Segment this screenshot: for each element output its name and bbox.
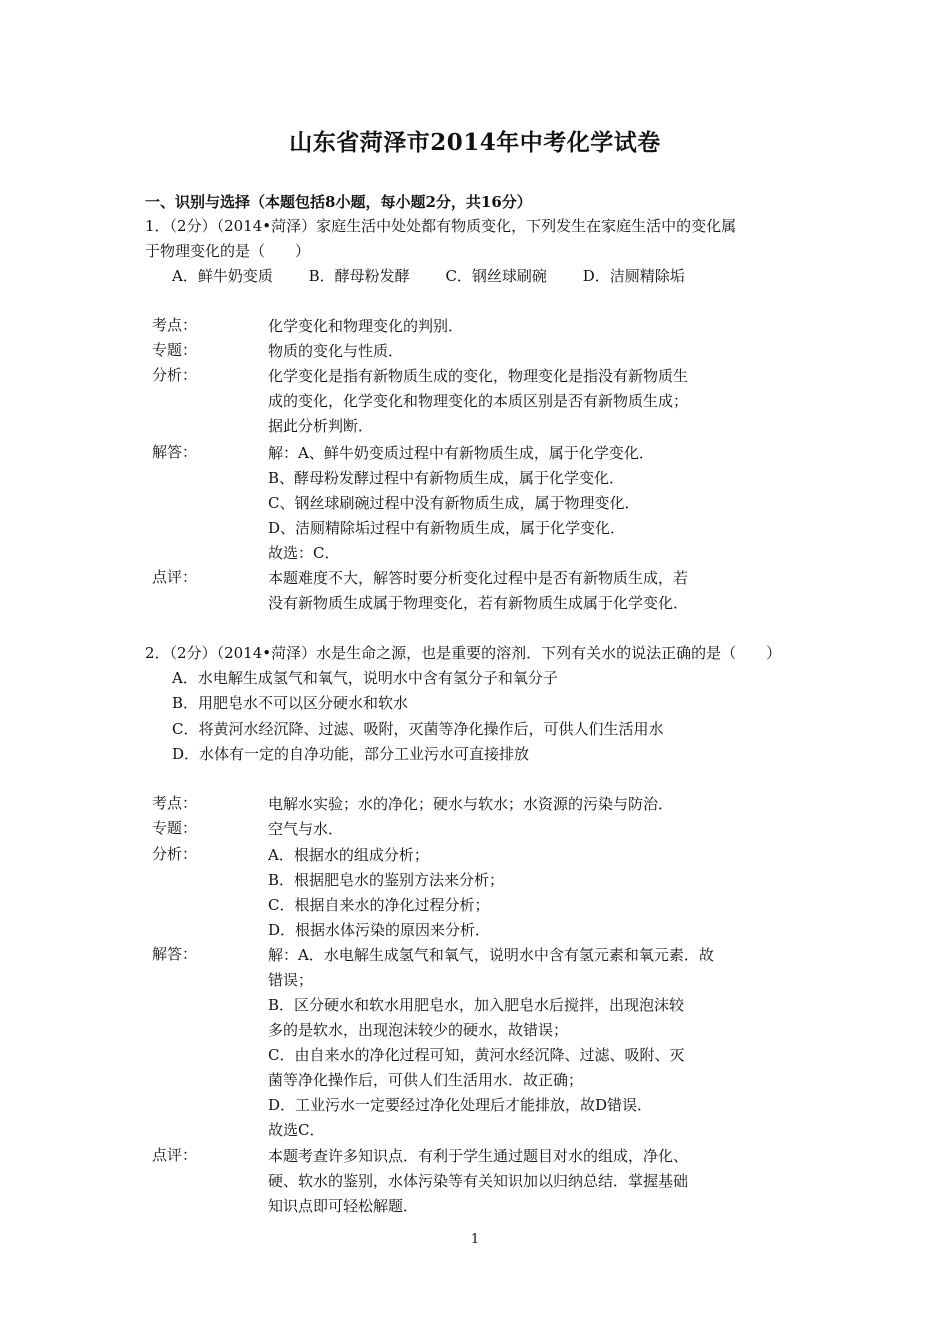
kaodian-label: 考点：	[152, 316, 198, 334]
question-1-option-a: A．鲜牛奶变质	[172, 267, 273, 285]
question-2-stem	[145, 641, 825, 666]
question-1-options	[172, 264, 716, 289]
jieda-line: B、酵母粉发酵过程中有新物质生成，属于化学变化．	[268, 469, 625, 487]
question-1-stem-line: 1．（2分）（2014•菏泽）家庭生活中处处都有物质变化，下列发生在家庭生活中的变化属	[145, 217, 737, 235]
section-heading: 一、识别与选择（本题包括8小题，每小题2分，共16分）	[145, 193, 532, 211]
question-2-option-b: B．用肥皂水不可以区分硬水和软水	[172, 694, 409, 712]
kaodian-label: 考点：	[152, 794, 198, 812]
dianping-label: 点评：	[152, 1146, 198, 1164]
question-1-option-d: D．洁厕精除垢	[582, 267, 685, 285]
jieda-line: B．区分硬水和软水用肥皂水，加入肥皂水后搅拌，出现泡沫较	[268, 996, 685, 1014]
jieda-line: C．由自来水的净化过程可知，黄河水经沉降、过滤、吸附、灭	[268, 1046, 685, 1064]
fenxi-label: 分析：	[152, 366, 198, 384]
fenxi-line: A．根据水的组成分析；	[268, 846, 429, 864]
kaodian-text: 电解水实验；水的净化；硬水与软水；水资源的污染与防治．	[268, 795, 674, 813]
question-1-option-b: B．酵母粉发酵	[308, 267, 410, 285]
question-1-stem	[145, 214, 817, 264]
jieda-line: D、洁厕精除垢过程中有新物质生成，属于化学变化．	[268, 519, 626, 537]
dianping-line: 知识点即可轻松解题．	[268, 1197, 419, 1215]
jieda-label: 解答：	[152, 443, 198, 461]
fenxi-label: 分析：	[152, 845, 198, 863]
jieda-line: 解：A、鲜牛奶变质过程中有新物质生成，属于化学变化．	[268, 444, 654, 462]
jieda-line: C、钢丝球刷碗过程中没有新物质生成，属于物理变化．	[268, 494, 640, 512]
fenxi-line: 成的变化，化学变化和物理变化的本质区别是否有新物质生成；	[268, 392, 689, 410]
question-2-stem-line: 2．（2分）（2014•菏泽）水是生命之源，也是重要的溶剂．下列有关水的说法正确的是（ ）	[145, 644, 782, 662]
jieda-line: 多的是软水，出现泡沫较少的硬水，故错误；	[268, 1021, 569, 1039]
jieda-line: 菌等净化操作后，可供人们生活用水．故正确；	[268, 1071, 584, 1089]
zhuanti-label: 专题：	[152, 341, 198, 359]
dianping-label: 点评：	[152, 568, 198, 586]
page-number: 1	[470, 1232, 480, 1247]
page-title: 山东省菏泽市2014年中考化学试卷	[289, 129, 661, 156]
jieda-line: 故选：C．	[268, 544, 340, 562]
dianping-line: 硬、软水的鉴别，水体污染等有关知识加以归纳总结．掌握基础	[268, 1172, 689, 1190]
fenxi-line: B．根据肥皂水的鉴别方法来分析；	[268, 871, 505, 889]
dianping-line: 本题难度不大，解答时要分析变化过程中是否有新物质生成，若	[268, 569, 689, 587]
fenxi-line: 据此分析判断．	[268, 417, 374, 435]
question-2-option-c: C．将黄河水经沉降、过滤、吸附，灭菌等净化操作后，可供人们生活用水	[172, 720, 664, 738]
dianping-line: 本题考查许多知识点．有利于学生通过题目对水的组成，净化、	[268, 1147, 689, 1165]
jieda-line: 错误；	[268, 971, 314, 989]
question-1-option-c: C．钢丝球刷碗	[445, 267, 547, 285]
jieda-line: 解：A．水电解生成氢气和氧气，说明水中含有氢元素和氧元素．故	[268, 946, 714, 964]
zhuanti-label: 专题：	[152, 819, 198, 837]
zhuanti-text: 物质的变化与性质．	[268, 342, 404, 360]
jieda-label: 解答：	[152, 945, 198, 963]
zhuanti-text: 空气与水．	[268, 820, 344, 838]
jieda-line: D．工业污水一定要经过净化处理后才能排放，故D错误．	[268, 1096, 653, 1114]
question-2-option-d: D．水体有一定的自净功能，部分工业污水可直接排放	[172, 745, 530, 763]
question-2-option-a: A．水电解生成氢气和氧气，说明水中含有氢分子和氧分子	[172, 669, 558, 687]
jieda-line: 故选C．	[268, 1121, 325, 1139]
fenxi-line: C．根据自来水的净化过程分析；	[268, 896, 490, 914]
question-1-stem-line: 于物理变化的是（ ）	[145, 242, 311, 260]
fenxi-line: 化学变化是指有新物质生成的变化，物理变化是指没有新物质生	[268, 367, 689, 385]
kaodian-text: 化学变化和物理变化的判别．	[268, 317, 464, 335]
dianping-line: 没有新物质生成属于物理变化，若有新物质生成属于化学变化．	[268, 594, 689, 612]
fenxi-line: D．根据水体污染的原因来分析．	[268, 921, 491, 939]
